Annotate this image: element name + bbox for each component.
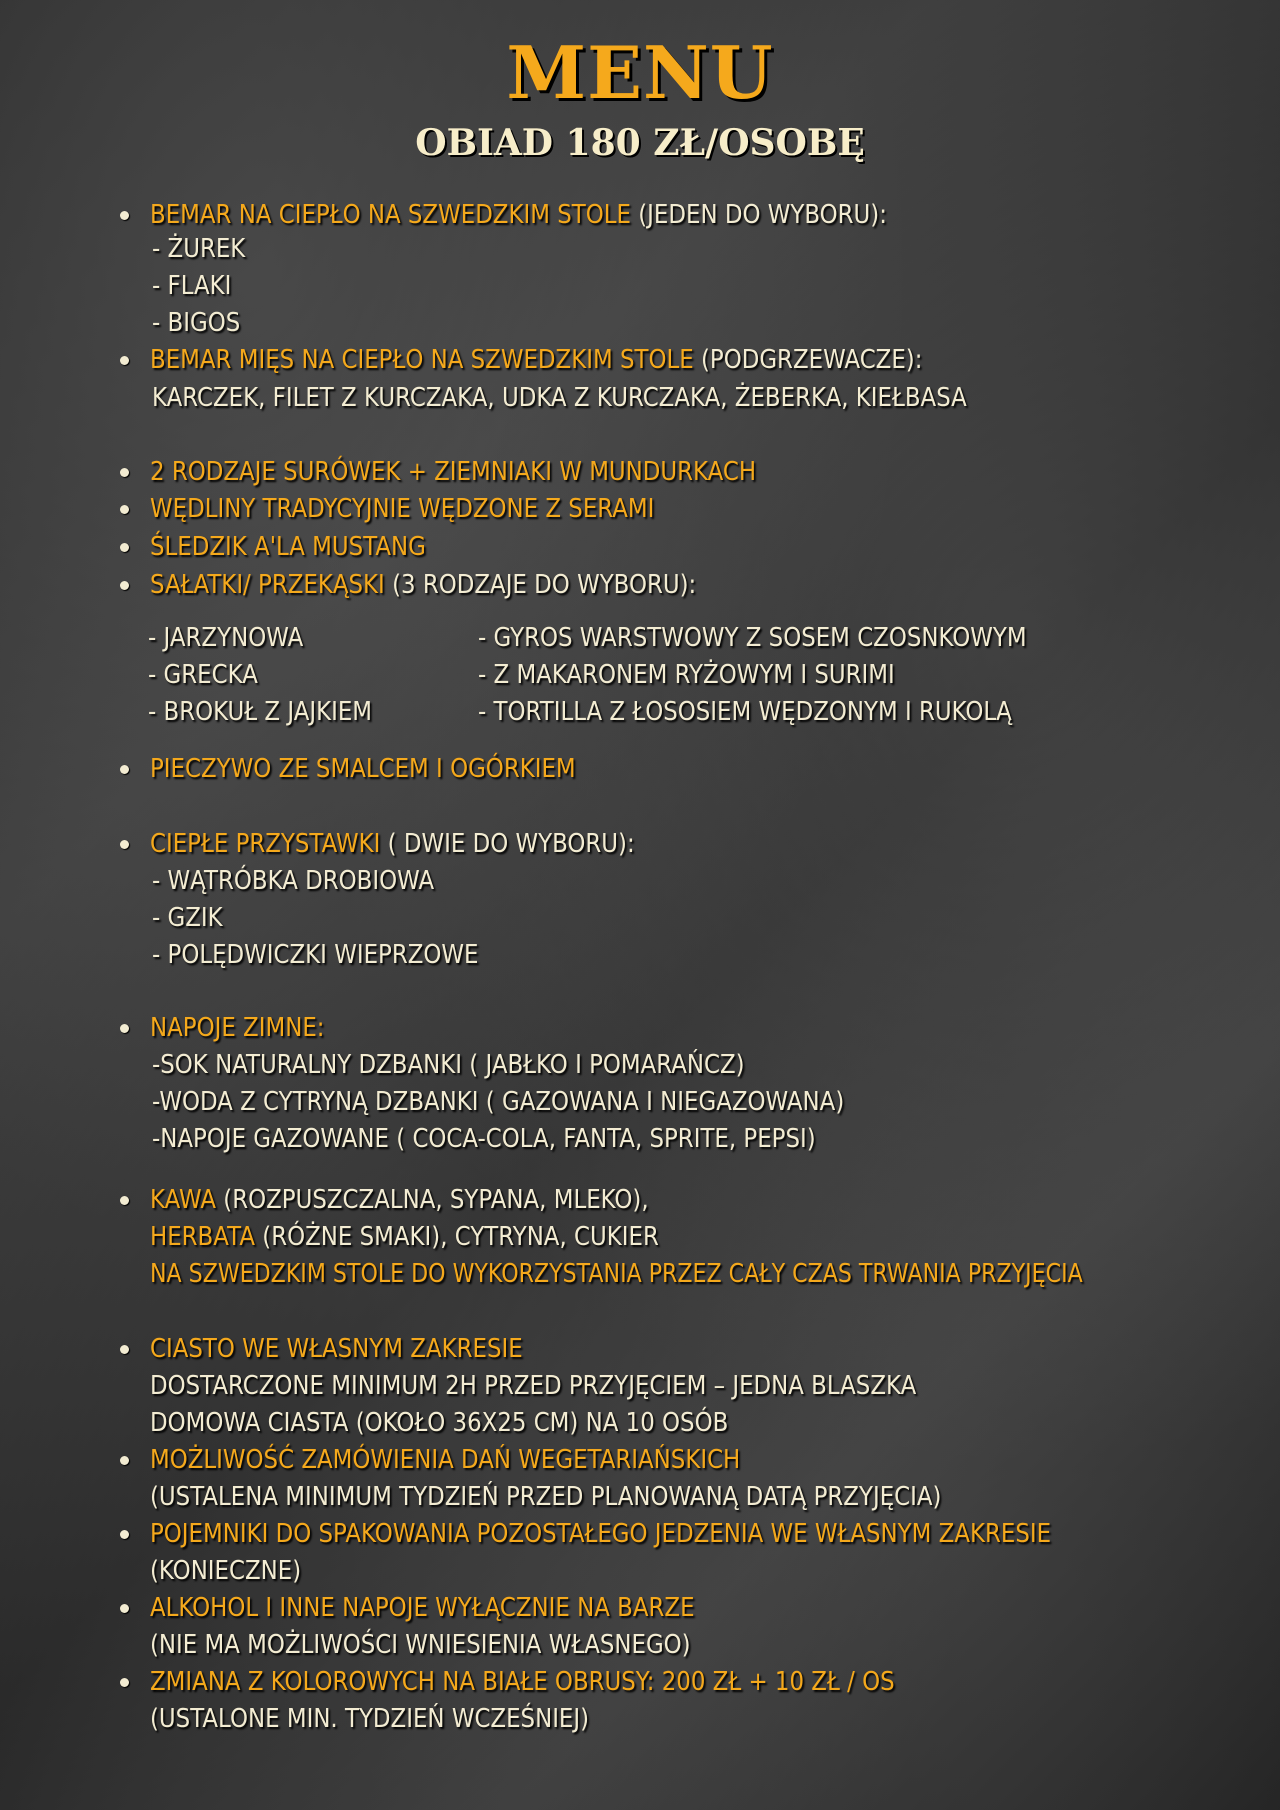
bullet (120, 211, 129, 220)
sub-item: - FLAKI (152, 271, 232, 301)
menu-item-przystawki: CIEPŁE PRZYSTAWKI ( DWIE DO WYBORU): (150, 829, 635, 859)
salad-left: - GRECKA (148, 660, 258, 690)
menu-item-wedliny: WĘDLINY TRADYCYJNIE WĘDZONE Z SERAMI (150, 494, 655, 524)
menu-item-pieczywo: PIECZYWO ZE SMALCEM I OGÓRKIEM (150, 754, 576, 784)
menu-item-ciasto: CIASTO WE WŁASNYM ZAKRESIE (150, 1334, 523, 1364)
salad-right: - Z MAKARONEM RYŻOWYM I SURIMI (478, 660, 895, 690)
bullet (120, 1024, 129, 1033)
sub-item: (NIE MA MOŻLIWOŚCI WNIESIENIA WŁASNEGO) (150, 1630, 691, 1660)
menu-title: MENU (506, 30, 774, 115)
bullet (120, 581, 129, 590)
menu-item-kawa: KAWA (ROZPUSZCZALNA, SYPANA, MLEKO), (150, 1185, 649, 1215)
menu-item-bemar-cieplo: BEMAR NA CIEPŁO NA SZWEDZKIM STOLE (JEDEN DO WYBORU): (150, 200, 887, 230)
bullet (120, 1345, 129, 1354)
sub-item: - ŻUREK (152, 234, 246, 264)
menu-item-pojemniki: POJEMNIKI DO SPAKOWANIA POZOSTAŁEGO JEDZENIA WE WŁASNYM ZAKRESIE (150, 1519, 1052, 1549)
bullet (120, 1530, 129, 1539)
menu-item-salatki: SAŁATKI/ PRZEKĄSKI (3 RODZAJE DO WYBORU): (150, 570, 697, 600)
menu-item-wegetarianskie: MOŻLIWOŚĆ ZAMÓWIENIA DAŃ WEGETARIAŃSKICH (150, 1445, 741, 1475)
drinks-note: NA SZWEDZKIM STOLE DO WYKORZYSTANIA PRZEZ CAŁY CZAS TRWANIA PRZYJĘCIA (150, 1259, 1083, 1289)
menu-item-sledzik: ŚLEDZIK A'LA MUSTANG (150, 532, 426, 562)
sub-item: DOSTARCZONE MINIMUM 2H PRZED PRZYJĘCIEM – JEDNA BLASZKA (150, 1371, 917, 1401)
bullet (120, 1604, 129, 1613)
salad-right: - TORTILLA Z ŁOSOSIEM WĘDZONYM I RUKOLĄ (478, 697, 1012, 727)
bullet (120, 1678, 129, 1687)
bullet (120, 840, 129, 849)
bullet (120, 543, 129, 552)
sub-item: - POLĘDWICZKI WIEPRZOWE (152, 940, 479, 970)
menu-item-obrusy: ZMIANA Z KOLOROWYCH NA BIAŁE OBRUSY: 200 ZŁ + 10 ZŁ / OS (150, 1667, 895, 1697)
sub-item: (USTALENA MINIMUM TYDZIEŃ PRZED PLANOWANĄ DATĄ PRZYJĘCIA) (150, 1482, 942, 1512)
sub-item: - WĄTRÓBKA DROBIOWA (152, 866, 435, 896)
menu-item-herbata: HERBATA (RÓŻNE SMAKI), CYTRYNA, CUKIER (150, 1222, 659, 1252)
bullet (120, 765, 129, 774)
sub-item: -SOK NATURALNY DZBANKI ( JABŁKO I POMARAŃCZ) (152, 1050, 745, 1080)
sub-item: - BIGOS (152, 308, 241, 338)
menu-item-napoje: NAPOJE ZIMNE: (150, 1013, 325, 1043)
bullet (120, 356, 129, 365)
menu-subtitle: OBIAD 180 ZŁ/OSOBĘ (415, 122, 865, 164)
salad-left: - BROKUŁ Z JAJKIEM (148, 697, 373, 727)
sub-item: (USTALONE MIN. TYDZIEŃ WCZEŚNIEJ) (150, 1704, 590, 1734)
menu-item-alkohol: ALKOHOL I INNE NAPOJE WYŁĄCZNIE NA BARZE (150, 1593, 695, 1623)
bullet (120, 1196, 129, 1205)
salad-left: - JARZYNOWA (148, 623, 304, 653)
menu-item-surowki: 2 RODZAJE SURÓWEK + ZIEMNIAKI W MUNDURKACH (150, 457, 757, 487)
sub-item: -NAPOJE GAZOWANE ( COCA-COLA, FANTA, SPRITE, PEPSI) (152, 1124, 816, 1154)
bullet (120, 1456, 129, 1465)
sub-item: (KONIECZNE) (150, 1556, 302, 1586)
bullet (120, 505, 129, 514)
sub-item: -WODA Z CYTRYNĄ DZBANKI ( GAZOWANA I NIEGAZOWANA) (152, 1087, 845, 1117)
salad-right: - GYROS WARSTWOWY Z SOSEM CZOSNKOWYM (478, 623, 1027, 653)
bullet (120, 468, 129, 477)
sub-item: - GZIK (152, 903, 223, 933)
menu-item-bemar-mies: BEMAR MIĘS NA CIEPŁO NA SZWEDZKIM STOLE (PODGRZEWACZE): (150, 345, 923, 375)
sub-item: KARCZEK, FILET Z KURCZAKA, UDKA Z KURCZAKA, ŻEBERKA, KIEŁBASA (152, 383, 967, 413)
sub-item: DOMOWA CIASTA (OKOŁO 36X25 CM) NA 10 OSÓB (150, 1408, 729, 1438)
